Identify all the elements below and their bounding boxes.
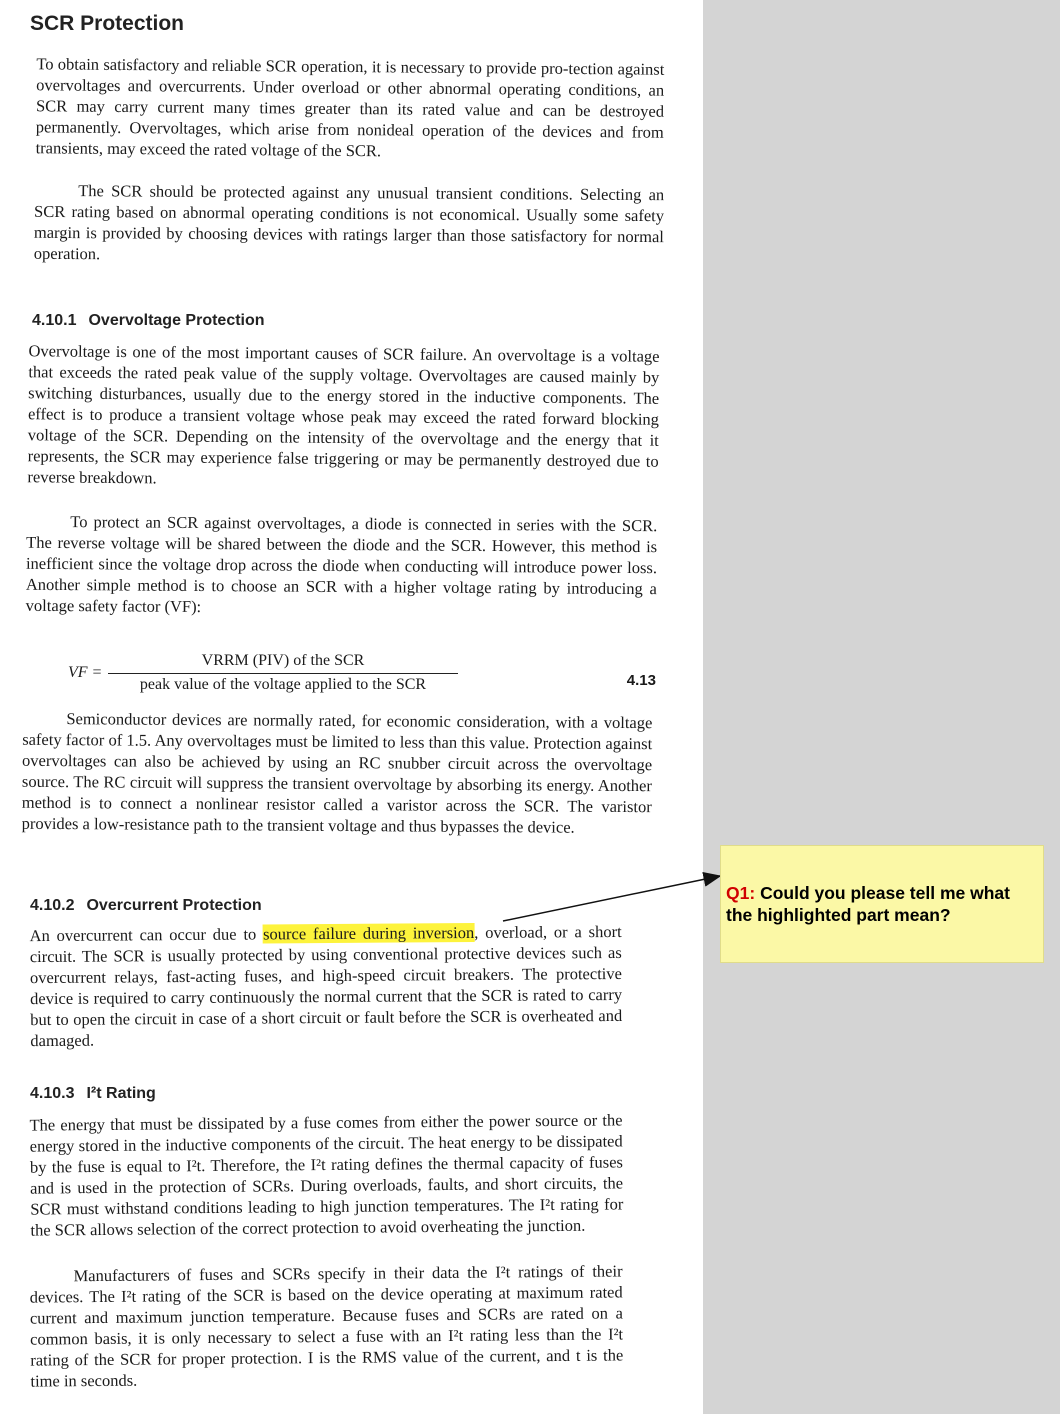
question-note[interactable] (720, 845, 1044, 963)
section-title: Overcurrent Protection (86, 897, 262, 914)
overvoltage-paragraph-3: Semiconductor devices are normally rated, for economic consideration, with a voltage safety factor of 1.5. Any overvoltages must be limited to less than this value. Protection against overvoltages can also be achieved by using an RC snubber circuit across the overvoltage source. The RC circuit will suppress the transient overvoltage by absorbing its energy. Another method is to connect a nonlinear resistor called a varistor across the SCR. The varistor provides a low-resistance path to the transient voltage and thus bypasses the device. (21, 709, 653, 837)
i2t-paragraph-2: Manufacturers of fuses and SCRs specify in their data the I²t ratings of their devices. The I²t rating of the SCR is based on the device operating at maximum rated current and maximum junction temperature. Because fuses and SCRs are rated on a common basis, it is only necessary to select a fuse with an I²t rating less than the I²t rating of the SCR for proper protection. I is the RMS value of the current, and t is the time in seconds. (29, 1261, 624, 1391)
question-text: Could you please tell me what the highlighted part mean? (726, 883, 1010, 925)
equation-lhs: VF = (68, 664, 103, 681)
equation-denominator: peak value of the voltage applied to the SCR (139, 676, 427, 693)
highlighted-phrase[interactable]: source failure during inversion (263, 922, 475, 944)
section-number: 4.10.3 (30, 1085, 75, 1102)
i2t-paragraph-1: The energy that must be dissipated by a fuse comes from either the power source or the energy stored in the inductive components of the circuit. The heat energy to be dissipated by the fuse is equal to I²t. Therefore, the I²t rating defines the thermal capacity of fuses and is used in the protection of SCRs. During overloads, faults, and short circuits, the SCR must withstand conditions leading to high junction temperatures. The I²t rating for the SCR allows selection of the correct protection to avoid overheating the junction. (29, 1110, 624, 1240)
intro-paragraph-1: To obtain satisfactory and reliable SCR operation, it is necessary to provide pro-tection against overvoltages and overcurrents. Under overload or other abnormal operating conditions, an SCR may carry current many times greater than its rated value and can be destroyed permanently. Overvoltages, which arise from nonideal operation of the devices and from transients, may exceed the rated voltage of the SCR. (35, 54, 665, 161)
section-number: 4.10.2 (30, 897, 75, 914)
section-number: 4.10.1 (32, 312, 77, 329)
page-title: SCR Protection (30, 12, 185, 35)
overvoltage-paragraph-2: To protect an SCR against overvoltages, a diode is connected in series with the SCR. The reverse voltage will be shared between the diode and the SCR. However, this method is inefficient since the voltage drop across the diode when conducting will introduce power loss. Another simple method is to choose an SCR with a higher voltage rating by introducing a voltage safety factor (VF): (25, 512, 658, 617)
section-title: Overvoltage Protection (88, 312, 265, 329)
equation-numerator: VRRM (PIV) of the SCR (108, 652, 458, 674)
intro-paragraph-2: The SCR should be protected against any unusual transient conditions. Selecting an SCR rating based on abnormal operating conditions is not economical. Usually some safety margin is provided by choosing devices with ratings larger than those satisfactory for normal operation. (33, 181, 665, 264)
section-title: I²t Rating (86, 1085, 156, 1102)
overcurrent-text-before: An overcurrent can occur due to (29, 924, 264, 946)
overvoltage-paragraph-1: Overvoltage is one of the most important causes of SCR failure. An overvoltage is a voltage that exceeds the rated peak value of the supply voltage. Overvoltages are caused mainly by switching disturbances, usually due to the energy stored in the inductive components. The effect is to produce a transient voltage whose peak may exceed the rated forward blocking voltage of the SCR. Depending on the intensity of the overvoltage and the energy that it represents, the SCR may experience false triggering or may be permanently destroyed due to reverse breakdown. (27, 341, 660, 488)
question-label: Q1: (726, 883, 756, 903)
equation-number: 4.13 (626, 672, 656, 689)
overcurrent-text-after: , overload, or a short circuit. The SCR is usually protected by using conventional protective devices such as overcurrent relays, fast-acting fuses, and high-speed circuit breakers. The protective device is required to carry continuously the normal current that the SCR is rated to carry but to open the circuit in case of a short circuit or fault before the SCR is overheated and damaged. (29, 921, 623, 1051)
